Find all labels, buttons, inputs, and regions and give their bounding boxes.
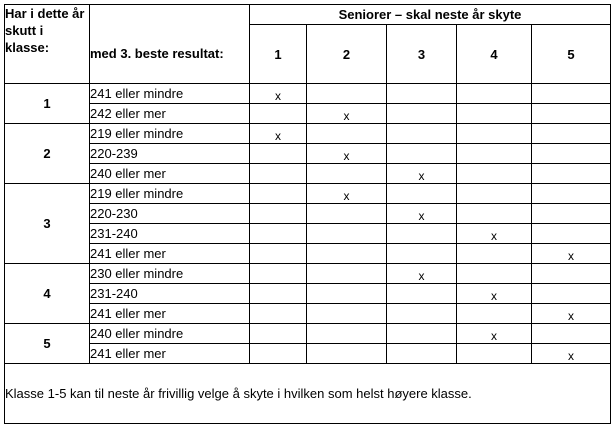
mark-cell: x (387, 204, 457, 224)
empty-cell (532, 104, 611, 124)
empty-cell (250, 284, 307, 304)
empty-cell (250, 224, 307, 244)
target-class-header: 3 (387, 25, 457, 84)
empty-cell (250, 144, 307, 164)
empty-cell (250, 184, 307, 204)
table-row (5, 84, 611, 104)
result-range-cell: 219 eller mindre (90, 124, 250, 144)
table-row (5, 164, 611, 184)
current-class-cell: 5 (5, 324, 90, 364)
table-body (5, 5, 611, 424)
result-range-cell: 241 eller mer (90, 304, 250, 324)
empty-cell (307, 304, 387, 324)
empty-cell (307, 244, 387, 264)
empty-cell (307, 84, 387, 104)
empty-cell (387, 324, 457, 344)
empty-cell (457, 164, 532, 184)
empty-cell (387, 344, 457, 364)
empty-cell (457, 344, 532, 364)
target-class-header: 1 (250, 25, 307, 84)
table-title: Seniorer – skal neste år skyte (250, 5, 611, 25)
empty-cell (387, 84, 457, 104)
empty-cell (387, 104, 457, 124)
empty-cell (387, 304, 457, 324)
empty-cell (250, 324, 307, 344)
table-row (5, 344, 611, 364)
empty-cell (250, 164, 307, 184)
empty-cell (307, 344, 387, 364)
empty-cell (457, 244, 532, 264)
table-row (5, 284, 611, 304)
mark-cell: x (532, 344, 611, 364)
empty-cell (457, 304, 532, 324)
col1-header: Har i dette år skutt i klasse: (5, 5, 90, 84)
mark-cell: x (457, 324, 532, 344)
empty-cell (457, 104, 532, 124)
result-range-cell: 220-239 (90, 144, 250, 164)
empty-cell (457, 264, 532, 284)
empty-cell (307, 284, 387, 304)
empty-cell (387, 244, 457, 264)
empty-cell (307, 264, 387, 284)
result-range-cell: 240 eller mindre (90, 324, 250, 344)
result-range-cell: 231-240 (90, 224, 250, 244)
target-class-header: 4 (457, 25, 532, 84)
empty-cell (532, 124, 611, 144)
empty-cell (532, 84, 611, 104)
empty-cell (250, 304, 307, 324)
result-range-cell: 219 eller mindre (90, 184, 250, 204)
table-row (5, 244, 611, 264)
empty-cell (532, 164, 611, 184)
header-row (5, 25, 611, 84)
target-class-header: 5 (532, 25, 611, 84)
empty-cell (532, 144, 611, 164)
classification-table (4, 4, 611, 424)
table-row (5, 144, 611, 164)
table-row (5, 304, 611, 324)
table-row (5, 264, 611, 284)
empty-cell (307, 204, 387, 224)
current-class-cell: 4 (5, 264, 90, 324)
result-range-cell: 241 eller mer (90, 244, 250, 264)
empty-cell (457, 184, 532, 204)
table-row (5, 324, 611, 344)
result-range-cell: 240 eller mer (90, 164, 250, 184)
table-row (5, 224, 611, 244)
result-range-cell: 242 eller mer (90, 104, 250, 124)
mark-cell: x (532, 244, 611, 264)
mark-cell: x (457, 224, 532, 244)
table-row (5, 124, 611, 144)
empty-cell (307, 124, 387, 144)
result-range-cell: 231-240 (90, 284, 250, 304)
empty-cell (532, 224, 611, 244)
mark-cell: x (532, 304, 611, 324)
empty-cell (532, 204, 611, 224)
empty-cell (457, 144, 532, 164)
empty-cell (250, 344, 307, 364)
mark-cell: x (307, 104, 387, 124)
empty-cell (387, 144, 457, 164)
footnote: Klasse 1-5 kan til neste år frivillig velge å skyte i hvilken som helst høyere klasse. (5, 364, 611, 424)
empty-cell (532, 184, 611, 204)
empty-cell (250, 264, 307, 284)
current-class-cell: 1 (5, 84, 90, 124)
col2-header: med 3. beste resultat: (90, 25, 250, 84)
empty-cell (250, 104, 307, 124)
title-spacer-cell (90, 5, 250, 25)
mark-cell: x (307, 184, 387, 204)
table-row (5, 204, 611, 224)
empty-cell (457, 204, 532, 224)
current-class-cell: 2 (5, 124, 90, 184)
result-range-cell: 230 eller mindre (90, 264, 250, 284)
empty-cell (307, 324, 387, 344)
empty-cell (387, 224, 457, 244)
footnote-row (5, 364, 611, 424)
mark-cell: x (307, 144, 387, 164)
mark-cell: x (387, 164, 457, 184)
empty-cell (307, 224, 387, 244)
result-range-cell: 220-230 (90, 204, 250, 224)
result-range-cell: 241 eller mer (90, 344, 250, 364)
title-row (5, 5, 611, 25)
mark-cell: x (457, 284, 532, 304)
empty-cell (387, 184, 457, 204)
mark-cell: x (250, 84, 307, 104)
mark-cell: x (250, 124, 307, 144)
empty-cell (532, 264, 611, 284)
empty-cell (457, 124, 532, 144)
empty-cell (532, 324, 611, 344)
empty-cell (457, 84, 532, 104)
empty-cell (387, 284, 457, 304)
mark-cell: x (387, 264, 457, 284)
empty-cell (307, 164, 387, 184)
current-class-cell: 3 (5, 184, 90, 264)
empty-cell (250, 204, 307, 224)
table-row (5, 184, 611, 204)
table-row (5, 104, 611, 124)
result-range-cell: 241 eller mindre (90, 84, 250, 104)
empty-cell (387, 124, 457, 144)
empty-cell (250, 244, 307, 264)
target-class-header: 2 (307, 25, 387, 84)
empty-cell (532, 284, 611, 304)
